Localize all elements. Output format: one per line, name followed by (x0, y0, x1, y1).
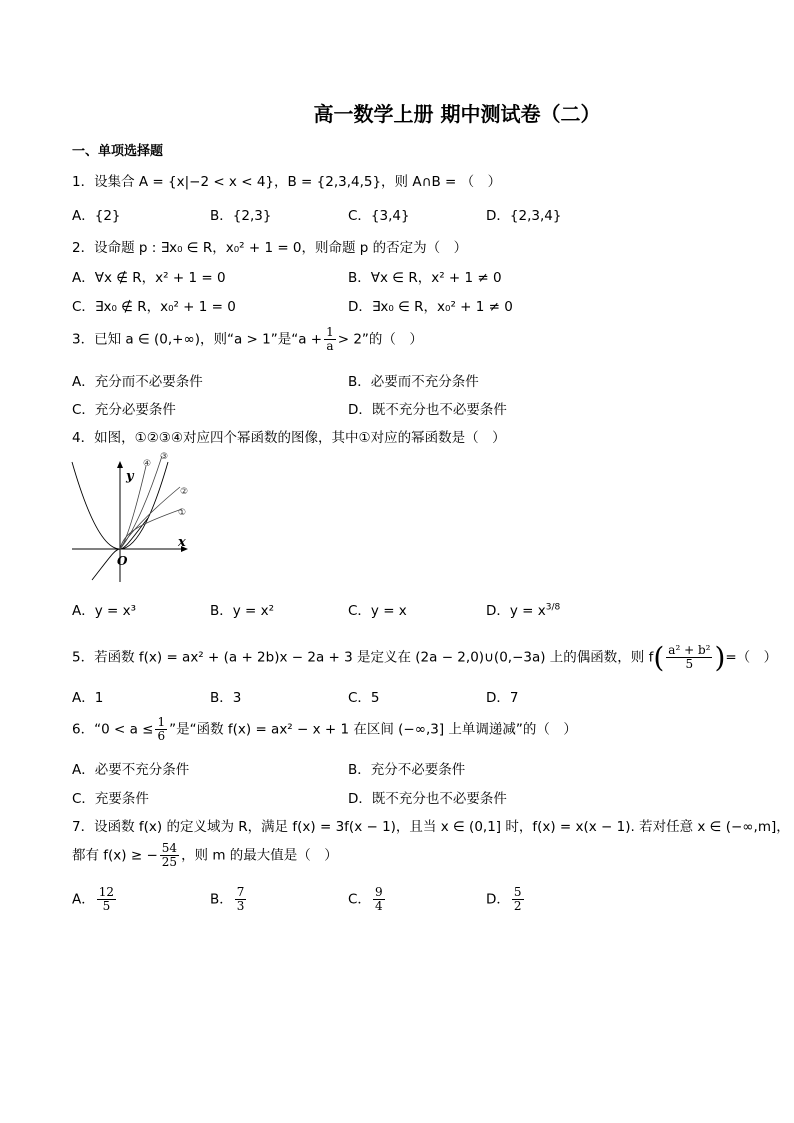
q7-option-c-fraction (373, 886, 385, 913)
axis-label-y: y (126, 469, 134, 484)
q3-frac-num: 1 (326, 325, 334, 339)
q2-option-c: C．∃x₀ ∉ R，x₀² + 1 = 0 (72, 299, 236, 315)
q7-option-b-fraction (235, 886, 247, 913)
q7-b-den: 3 (236, 899, 245, 913)
q7-frac-num: 54 (161, 841, 178, 855)
section-heading: 一、单项选择题 (72, 144, 164, 159)
q7-option-c-label: C． (348, 891, 371, 908)
q5-option-b: B．3 (210, 690, 242, 706)
q5-stem-pre: 5．若函数 f(x) = ax² + (a + 2b)x − 2a + 3 是定义在 (2a − 2,0)∪(0,−3a) 上的偶函数，则 f (72, 649, 654, 666)
q6-fraction (155, 716, 167, 743)
q5-paren-left: ( (653, 641, 665, 674)
q1-option-a: A．{2} (72, 208, 121, 224)
q3-frac-den: a (326, 339, 334, 353)
q4-option-a: A．y = x³ (72, 603, 137, 619)
q7-frac-den: 25 (161, 855, 178, 869)
page-title: 高一数学上册 期中测试卷（二） (313, 102, 601, 126)
question-4-stem: 4．如图，①②③④对应四个幂函数的图像，其中①对应的幂函数是（ ） (72, 430, 506, 446)
question-6-stem (72, 716, 577, 743)
q7-option-c (348, 886, 387, 913)
q3-stem-post: > 2”的（ ） (337, 331, 423, 348)
axis-label-x: x (178, 535, 186, 550)
q6-stem-pre: 6．“0 < a ≤ (72, 721, 154, 738)
q1-option-d: D．{2,3,4} (486, 208, 562, 224)
q7-fraction (160, 842, 179, 869)
curve-label-2: ② (180, 487, 189, 497)
q2-option-a: A．∀x ∉ R，x² + 1 = 0 (72, 270, 226, 286)
q7-d-den: 2 (513, 899, 522, 913)
q6-option-c: C．充要条件 (72, 791, 149, 807)
q7-option-d (486, 886, 526, 913)
q7-option-a (72, 886, 118, 913)
power-function-graph (70, 452, 200, 584)
origin-label: O (117, 554, 128, 568)
q5-paren-right: ) (714, 641, 726, 674)
curve-label-3: ③ (160, 452, 169, 462)
q5-frac-num: a² + b² (668, 643, 711, 657)
question-5-stem (72, 641, 777, 674)
q7-option-d-fraction (512, 886, 524, 913)
q2-option-d: D．∃x₀ ∈ R，x₀² + 1 ≠ 0 (348, 299, 513, 315)
q3-stem-pre: 3．已知 a ∈ (0,+∞)，则“a > 1”是“a + (72, 331, 323, 348)
q4-option-b: B．y = x² (210, 603, 275, 619)
q6-frac-den: 6 (157, 729, 166, 743)
q6-option-a: A．必要不充分条件 (72, 762, 190, 778)
q5-fraction (666, 644, 712, 671)
question-7-stem-line2 (72, 842, 338, 869)
q7-a-den: 5 (102, 899, 111, 913)
q3-option-c: C．充分必要条件 (72, 402, 176, 418)
q1-option-b: B．{2,3} (210, 208, 272, 224)
curve-label-1: ① (178, 508, 187, 518)
q7-b-num: 7 (236, 885, 245, 899)
q7-stem2-post: ，则 m 的最大值是（ ） (181, 847, 338, 864)
q2-option-b: B．∀x ∈ R，x² + 1 ≠ 0 (348, 270, 502, 286)
q7-d-num: 5 (513, 885, 522, 899)
q4-option-d-exponent: 3/8 (545, 602, 561, 613)
q7-option-a-label: A． (72, 891, 95, 908)
q3-option-d: D．既不充分也不必要条件 (348, 402, 507, 418)
q5-option-d: D．7 (486, 690, 519, 706)
question-7-stem-line1: 7．设函数 f(x) 的定义域为 R，满足 f(x) = 3f(x − 1)，且当 x ∈ (0,1] 时，f(x) = x(x − 1). 若对任意 x ∈ (−∞,m]， (72, 819, 790, 835)
q7-a-num: 12 (98, 885, 115, 899)
q6-option-b: B．充分不必要条件 (348, 762, 466, 778)
q7-c-num: 9 (374, 885, 383, 899)
q5-option-c: C．5 (348, 690, 380, 706)
q4-option-c: C．y = x (348, 603, 407, 619)
question-2-stem: 2．设命题 p : ∃x₀ ∈ R，x₀² + 1 = 0，则命题 p 的否定为（ ） (72, 240, 468, 256)
curve-2 (120, 487, 180, 549)
q3-fraction (324, 326, 336, 353)
q5-stem-post: =（ ） (725, 649, 778, 666)
q4-option-d-base: D．y = x (486, 603, 546, 619)
question-3-stem (72, 326, 423, 353)
q5-option-a: A．1 (72, 690, 104, 706)
q5-frac-den: 5 (685, 657, 694, 671)
q7-c-den: 4 (374, 899, 383, 913)
curve-label-4: ④ (143, 459, 152, 469)
q3-option-a: A．充分而不必要条件 (72, 374, 203, 390)
q7-option-b (210, 886, 248, 913)
q1-option-c: C．{3,4} (348, 208, 410, 224)
q4-option-d (486, 599, 560, 619)
y-axis-arrow (117, 461, 123, 468)
q7-option-b-label: B． (210, 891, 233, 908)
q7-option-d-label: D． (486, 891, 510, 908)
q7-option-a-fraction (97, 886, 116, 913)
q3-option-b: B．必要而不充分条件 (348, 374, 479, 390)
q7-stem2-pre: 都有 f(x) ≥ − (72, 847, 158, 864)
question-1-stem: 1．设集合 A = {x|−2 < x < 4}，B = {2,3,4,5}，则 A∩B = （ ） (72, 174, 502, 190)
q6-stem-post: ”是“函数 f(x) = ax² − x + 1 在区间 (−∞,3] 上单调递减”的（ ） (169, 721, 577, 738)
q6-frac-num: 1 (157, 715, 166, 729)
q6-option-d: D．既不充分也不必要条件 (348, 791, 507, 807)
